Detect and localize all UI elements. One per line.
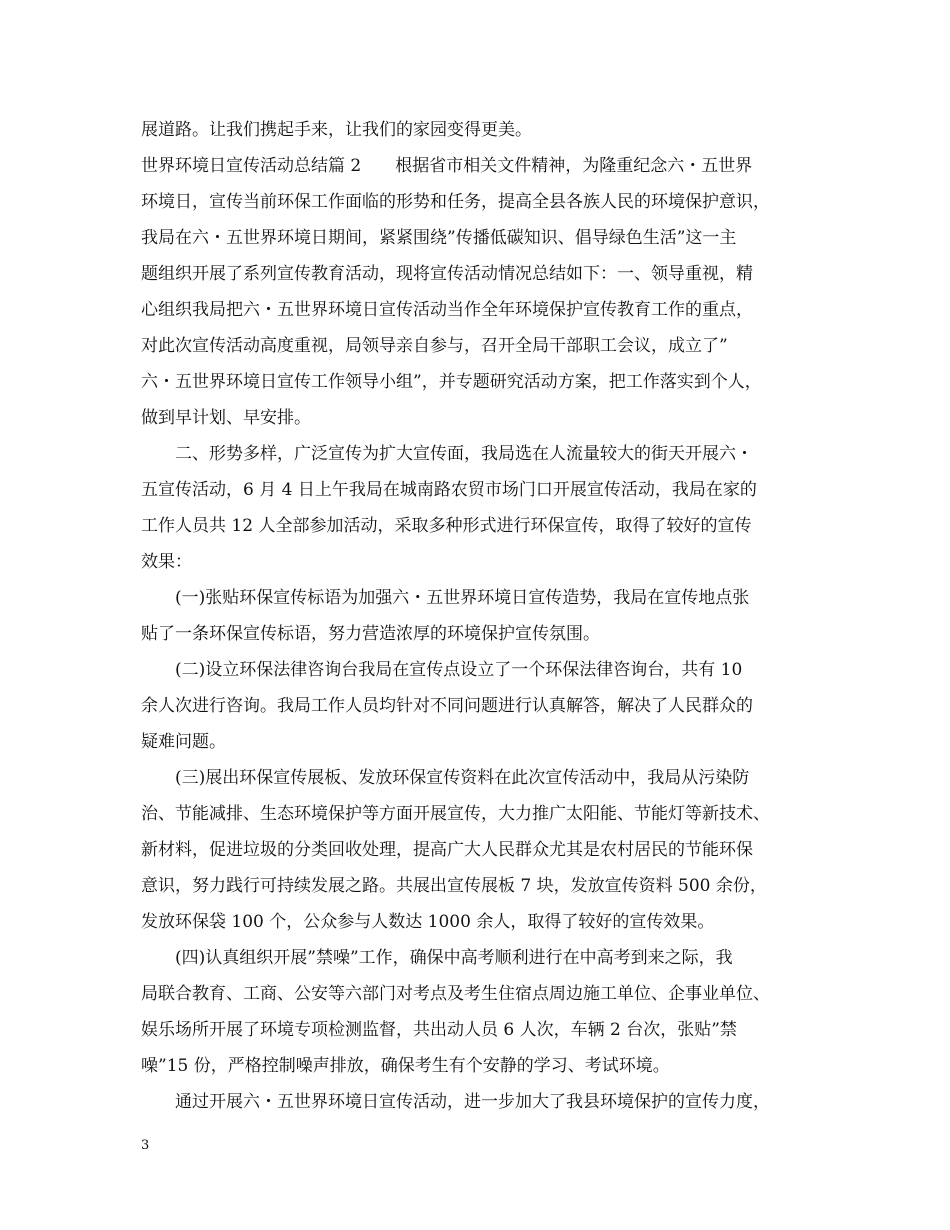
text-line: 贴了一条环保宣传标语，努力营造浓厚的环境保护宣传氛围。 [141, 624, 600, 644]
text-line: 心组织我局把六・五世界环境日宣传活动当作全年环境保护宣传教育工作的重点， [141, 300, 753, 320]
text-line: 余人次进行咨询。我局工作人员均针对不同问题进行认真解答，解决了人民群众的 [141, 696, 753, 716]
text-line: (四)认真组织开展”禁噪”工作，确保中高考顺利进行在中高考到来之际，我 [141, 948, 733, 968]
text-line: 世界环境日宣传活动总结篇 2 根据省市相关文件精神，为隆重纪念六・五世界 [141, 156, 753, 176]
text-line: 娱乐场所开展了环境专项检测监督，共出动人员 6 人次，车辆 2 台次，张贴”禁 [141, 1020, 737, 1040]
text-line: 题组织开展了系列宣传教育活动，现将宣传活动情况总结如下：一、领导重视，精 [141, 264, 753, 284]
text-line: 六・五世界环境日宣传工作领导小组”，并专题研究活动方案，把工作落实到个人， [141, 372, 762, 392]
text-line: (二)设立环保法律咨询台我局在宣传点设立了一个环保法律咨询台，共有 10 [141, 660, 743, 680]
text-line: 通过开展六・五世界环境日宣传活动，进一步加大了我县环境保护的宣传力度， [141, 1092, 770, 1112]
text-line: 我局在六・五世界环境日期间，紧紧围绕”传播低碳知识、倡导绿色生活”这一主 [141, 228, 737, 248]
text-line: 做到早计划、早安排。 [141, 408, 311, 428]
text-line: 治、节能减排、生态环境保护等方面开展宣传，大力推广太阳能、节能灯等新技术、 [141, 804, 770, 824]
text-line: (三)展出环保宣传展板、发放环保宣传资料在此次宣传活动中，我局从污染防 [141, 768, 750, 788]
text-line: 二、形势多样，广泛宣传为扩大宣传面，我局选在人流量较大的街天开展六・ [141, 444, 753, 464]
text-line: 五宣传活动，6 月 4 日上午我局在城南路农贸市场门口开展宣传活动，我局在家的 [141, 480, 757, 500]
text-line: 噪”15 份，严格控制噪声排放，确保考生有个安静的学习、考试环境。 [141, 1056, 670, 1076]
text-line: 展道路。让我们携起手来，让我们的家园变得更美。 [141, 120, 532, 140]
page-number: 3 [141, 1138, 150, 1153]
text-line: 新材料，促进垃圾的分类回收处理，提高广大人民群众尤其是农村居民的节能环保 [141, 840, 753, 860]
text-line: 发放环保袋 100 个，公众参与人数达 1000 余人，取得了较好的宣传效果。 [141, 912, 715, 932]
text-line: 局联合教育、工商、公安等六部门对考点及考生住宿点周边施工单位、企事业单位、 [141, 984, 770, 1004]
text-line: 对此次宣传活动高度重视，局领导亲自参与，召开全局干部职工会议，成立了” [141, 336, 728, 356]
text-line: 意识，努力践行可持续发展之路。共展出宣传展板 7 块，发放宣传资料 500 余份， [141, 876, 767, 896]
text-line: 环境日，宣传当前环保工作面临的形势和任务，提高全县各族人民的环境保护意识， [141, 192, 770, 212]
document-body [141, 112, 821, 1120]
text-line: 工作人员共 12 人全部参加活动，采取多种形式进行环保宣传，取得了较好的宣传 [141, 516, 752, 536]
text-line: 效果： [141, 552, 192, 572]
text-line: 疑难问题。 [141, 732, 226, 752]
text-line: (一)张贴环保宣传标语为加强六・五世界环境日宣传造势，我局在宣传地点张 [141, 588, 750, 608]
